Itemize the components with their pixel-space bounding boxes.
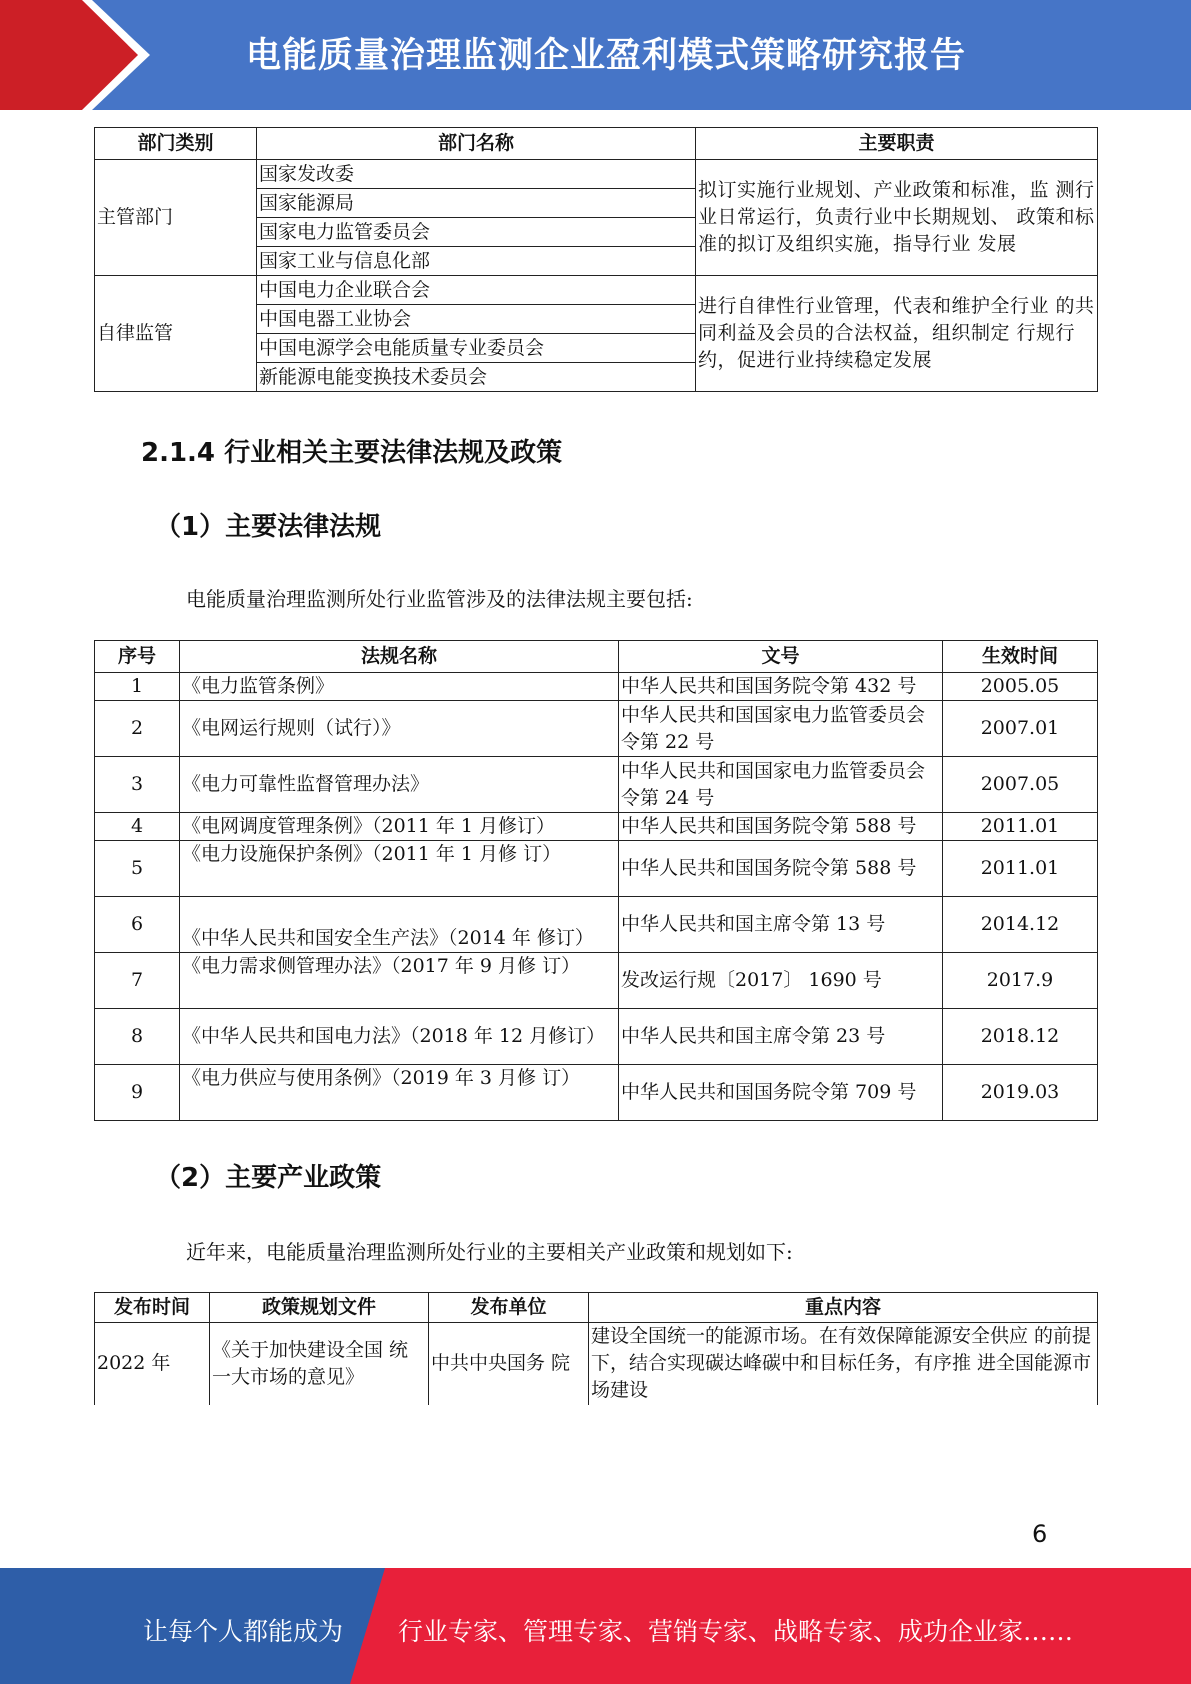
dept-duty: 拟订实施行业规划、产业政策和标准，监 测行业日常运行，负责行业中长期规划、 政策和标准的拟订及组织实施，指导行业 发展 xyxy=(696,160,1098,276)
law-name: 《电网运行规则（试行）》 xyxy=(180,701,619,757)
table-row xyxy=(95,953,1098,1009)
section-heading: 2.1.4 行业相关主要法律法规及政策 xyxy=(141,438,563,468)
column-header: 文号 xyxy=(619,641,943,673)
page-number: 6 xyxy=(1032,1520,1048,1548)
dept-duty: 进行自律性行业管理，代表和维护全行业 的共同利益及会员的合法权益，组织制定 行规行约，促进行业持续稳定发展 xyxy=(696,276,1098,392)
law-no: 5 xyxy=(95,841,180,897)
column-header: 发布时间 xyxy=(95,1293,210,1323)
dept-name: 新能源电能变换技术委员会 xyxy=(257,363,696,392)
law-no: 2 xyxy=(95,701,180,757)
dept-category: 自律监管 xyxy=(95,276,257,392)
column-header: 发布单位 xyxy=(429,1293,589,1323)
law-date: 2011.01 xyxy=(943,841,1098,897)
law-name: 《电力监管条例》 xyxy=(180,673,619,701)
dept-name: 中国电力企业联合会 xyxy=(257,276,696,305)
laws-intro: 电能质量治理监测所处行业监管涉及的法律法规主要包括: xyxy=(186,587,693,611)
policies-heading: （2）主要产业政策 xyxy=(155,1163,382,1193)
law-date: 2007.05 xyxy=(943,757,1098,813)
law-no: 3 xyxy=(95,757,180,813)
policies-intro: 近年来，电能质量治理监测所处行业的主要相关产业政策和规划如下: xyxy=(186,1240,793,1264)
law-name: 《电力供应与使用条例》（2019 年 3 月修 订） xyxy=(180,1065,619,1121)
policies-table xyxy=(94,1292,1098,1405)
table-row xyxy=(95,160,1098,189)
report-title: 电能质量治理监测企业盈利模式策略研究报告 xyxy=(246,36,967,76)
table-row xyxy=(95,897,1098,953)
law-doc: 中华人民共和国国家电力监管委员会令第 24 号 xyxy=(619,757,943,813)
law-doc: 中华人民共和国国务院令第 588 号 xyxy=(619,841,943,897)
footer-slogan-left: 让每个人都能成为 xyxy=(143,1617,344,1646)
dept-name: 中国电源学会电能质量专业委员会 xyxy=(257,334,696,363)
law-no: 7 xyxy=(95,953,180,1009)
table-header-row xyxy=(95,1293,1098,1323)
policy-time: 2022 年 xyxy=(95,1323,210,1405)
column-header: 法规名称 xyxy=(180,641,619,673)
law-name: 《中华人民共和国安全生产法》（2014 年 修订） xyxy=(180,897,619,953)
law-date: 2005.05 xyxy=(943,673,1098,701)
table-row xyxy=(95,1065,1098,1121)
column-header: 主要职责 xyxy=(696,128,1098,160)
column-header: 序号 xyxy=(95,641,180,673)
law-no: 1 xyxy=(95,673,180,701)
policy-doc: 《关于加快建设全国 统一大市场的意见》 xyxy=(210,1323,429,1405)
law-date: 2011.01 xyxy=(943,813,1098,841)
dept-name: 国家电力监管委员会 xyxy=(257,218,696,247)
column-header: 生效时间 xyxy=(943,641,1098,673)
law-no: 9 xyxy=(95,1065,180,1121)
table-header-row xyxy=(95,641,1098,673)
law-name: 《电力需求侧管理办法》（2017 年 9 月修 订） xyxy=(180,953,619,1009)
law-name: 《电网调度管理条例》（2011 年 1 月修订） xyxy=(180,813,619,841)
law-doc: 中华人民共和国国务院令第 588 号 xyxy=(619,813,943,841)
column-header: 政策规划文件 xyxy=(210,1293,429,1323)
law-doc: 中华人民共和国国家电力监管委员会令第 22 号 xyxy=(619,701,943,757)
law-doc: 中华人民共和国主席令第 23 号 xyxy=(619,1009,943,1065)
table-row xyxy=(95,813,1098,841)
law-doc: 发改运行规〔2017〕 1690 号 xyxy=(619,953,943,1009)
dept-name: 国家发改委 xyxy=(257,160,696,189)
dept-category: 主管部门 xyxy=(95,160,257,276)
column-header: 部门类别 xyxy=(95,128,257,160)
column-header: 部门名称 xyxy=(257,128,696,160)
table-header-row xyxy=(95,128,1098,160)
law-date: 2017.9 xyxy=(943,953,1098,1009)
column-header: 重点内容 xyxy=(589,1293,1098,1323)
law-name: 《电力可靠性监督管理办法》 xyxy=(180,757,619,813)
law-date: 2019.03 xyxy=(943,1065,1098,1121)
law-name: 《电力设施保护条例》（2011 年 1 月修 订） xyxy=(180,841,619,897)
law-name: 《中华人民共和国电力法》（2018 年 12 月修订） xyxy=(180,1009,619,1065)
policy-issuer: 中共中央国务 院 xyxy=(429,1323,589,1405)
table-row xyxy=(95,841,1098,897)
header-banner xyxy=(0,0,1191,110)
table-row xyxy=(95,276,1098,305)
law-no: 6 xyxy=(95,897,180,953)
footer-banner xyxy=(0,1568,1191,1684)
law-doc: 中华人民共和国主席令第 13 号 xyxy=(619,897,943,953)
department-table xyxy=(94,127,1098,392)
table-row xyxy=(95,1323,1098,1405)
law-date: 2014.12 xyxy=(943,897,1098,953)
table-row xyxy=(95,701,1098,757)
law-no: 4 xyxy=(95,813,180,841)
law-no: 8 xyxy=(95,1009,180,1065)
footer-slogan-right: 行业专家、管理专家、营销专家、战略专家、成功企业家…… xyxy=(398,1617,1074,1646)
law-doc: 中华人民共和国国务院令第 432 号 xyxy=(619,673,943,701)
dept-name: 中国电器工业协会 xyxy=(257,305,696,334)
dept-name: 国家工业与信息化部 xyxy=(257,247,696,276)
header-arrow-decoration xyxy=(0,0,150,110)
table-row xyxy=(95,673,1098,701)
dept-name: 国家能源局 xyxy=(257,189,696,218)
policy-content: 建设全国统一的能源市场。在有效保障能源安全供应 的前提下，结合实现碳达峰碳中和目标任务，有序推 进全国能源市场建设 xyxy=(589,1323,1098,1405)
law-date: 2018.12 xyxy=(943,1009,1098,1065)
law-doc: 中华人民共和国国务院令第 709 号 xyxy=(619,1065,943,1121)
laws-heading: （1）主要法律法规 xyxy=(155,512,382,542)
table-row xyxy=(95,1009,1098,1065)
table-row xyxy=(95,757,1098,813)
laws-table xyxy=(94,640,1098,1121)
law-date: 2007.01 xyxy=(943,701,1098,757)
